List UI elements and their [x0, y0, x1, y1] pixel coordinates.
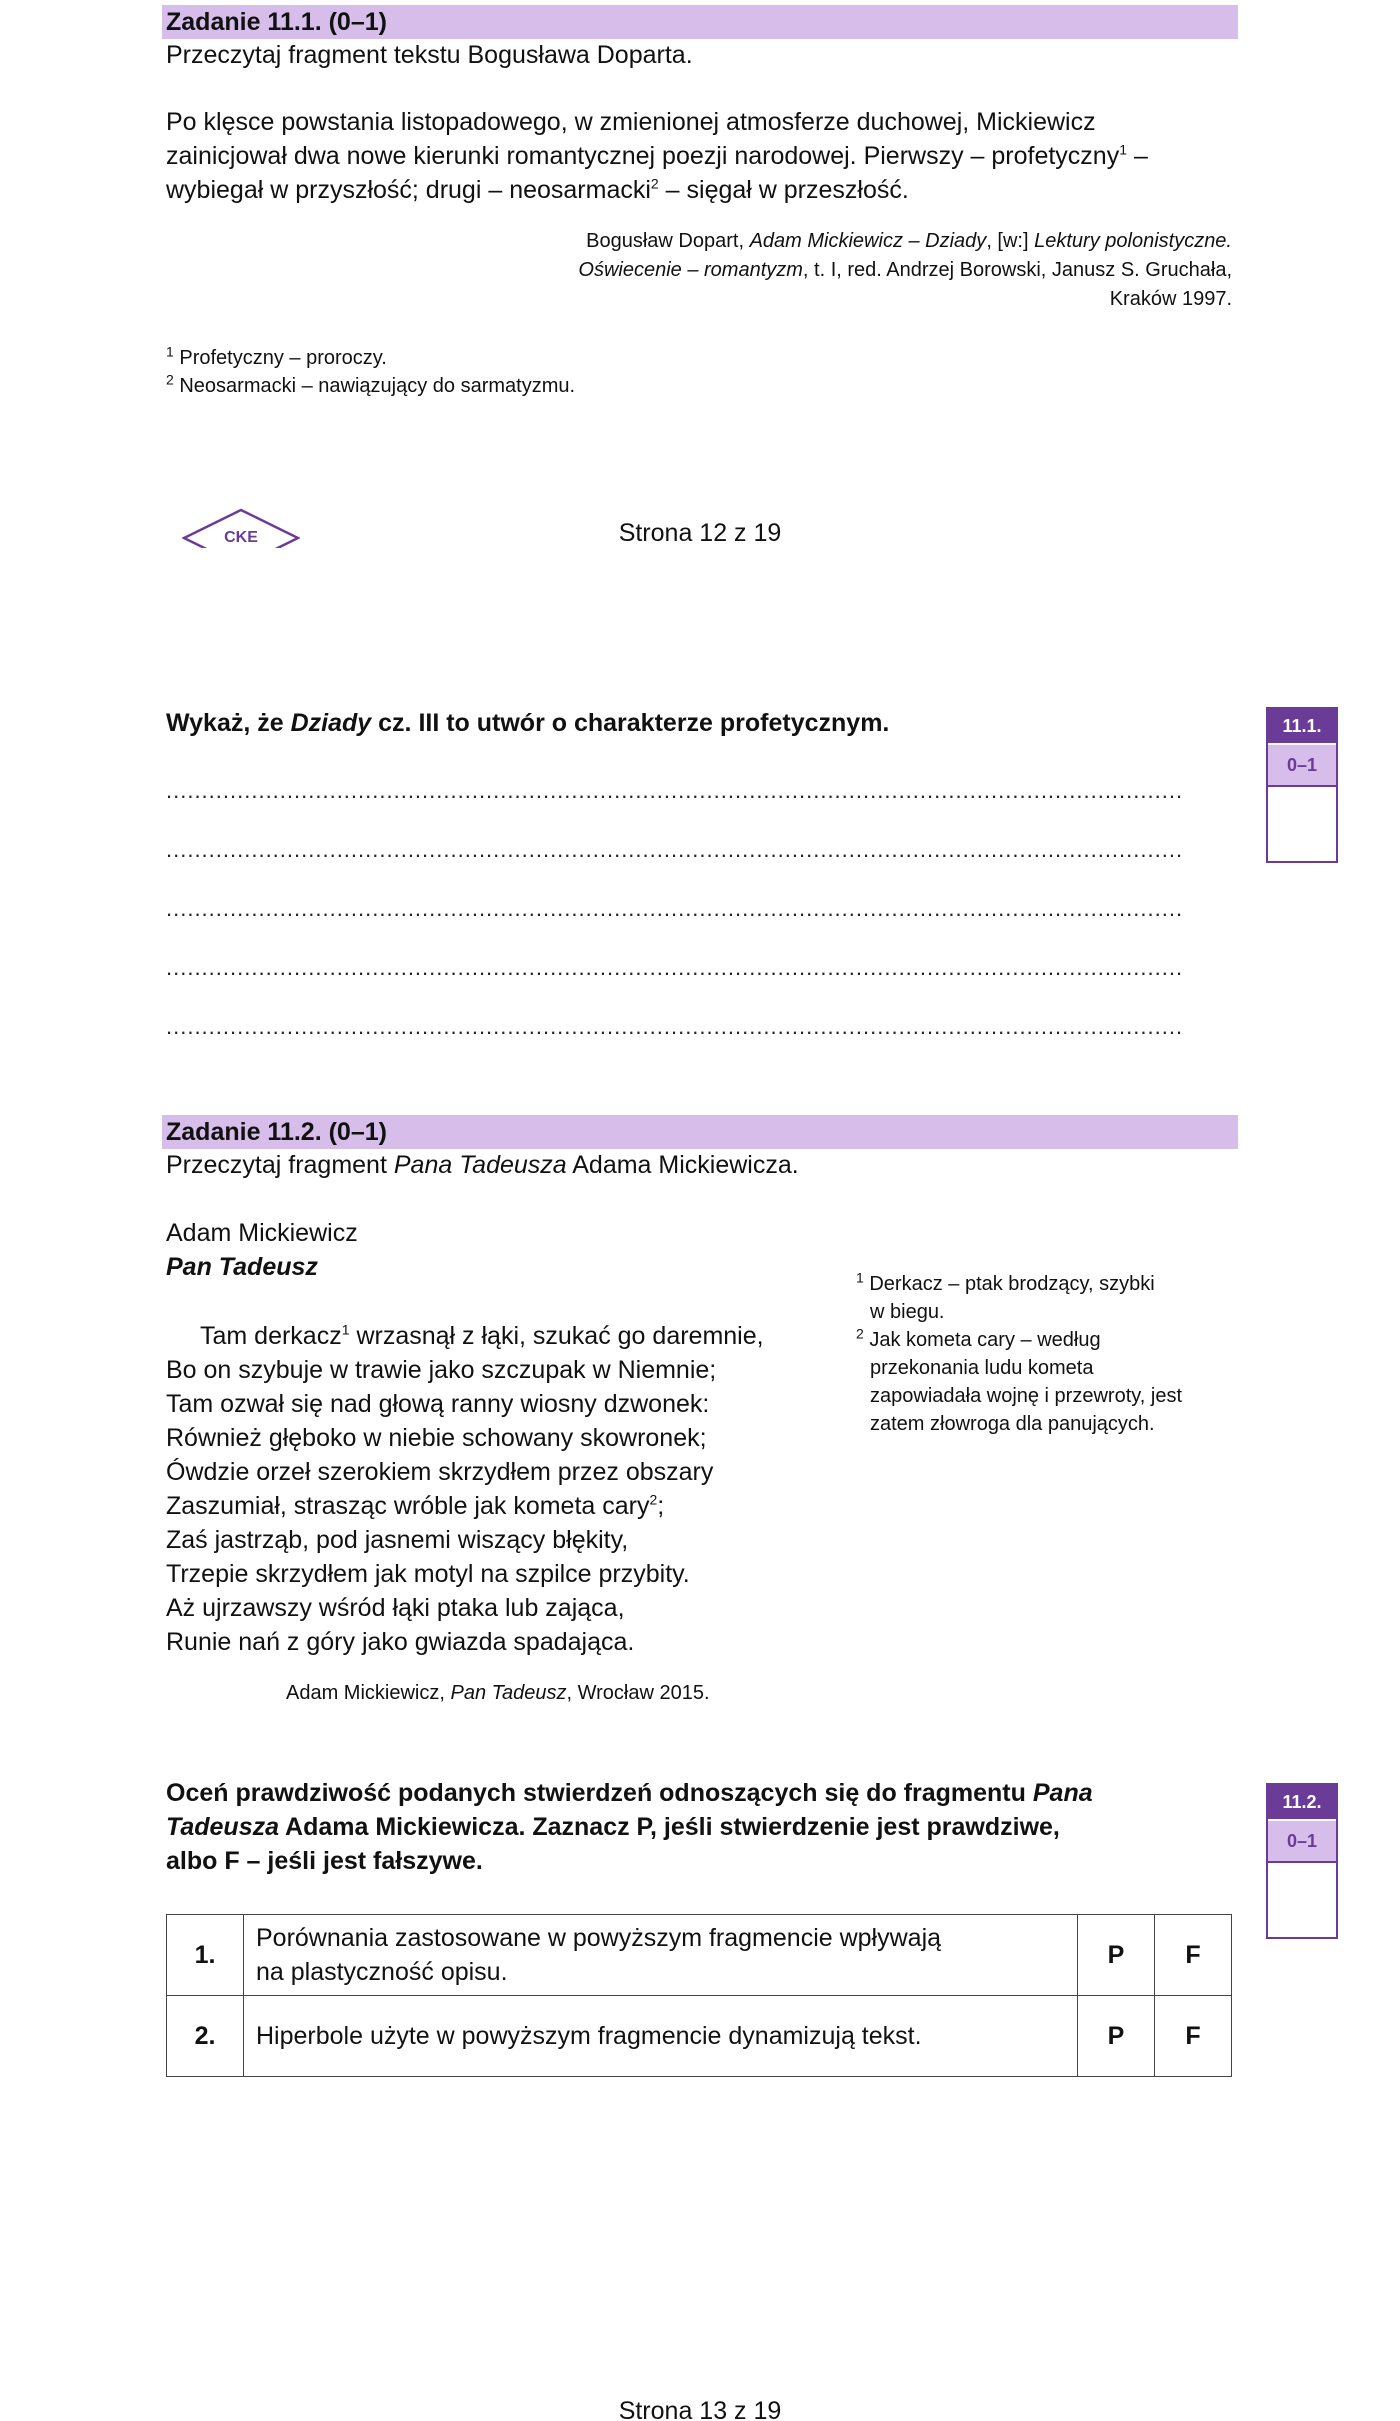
- poem-line: Zaszumiał, strasząc wróble jak kometa cary$^2$;: [166, 1491, 665, 1520]
- poem-text: [166, 1319, 764, 1659]
- footnote-marker: 2: [650, 175, 659, 192]
- answer-p-cell[interactable]: P: [1078, 1996, 1155, 2077]
- poem-line: Aż ujrzawszy wśród łąki ptaka lub zająca,: [166, 1594, 625, 1622]
- footnote: przekonania ludu kometa: [870, 1357, 1094, 1379]
- instruction-text: Przeczytaj fragment tekstu Bogusława Doparta.: [166, 41, 693, 69]
- instruction-text: Przeczytaj fragment Pana Tadeusza Adama Mickiewicza.: [166, 1151, 799, 1179]
- poem-title: Pan Tadeusz: [166, 1253, 318, 1281]
- poem-source: Adam Mickiewicz, Pan Tadeusz, Wrocław 2015.: [286, 1682, 710, 1704]
- score-box-field[interactable]: [1268, 1861, 1336, 1937]
- footnote: $^2$ Jak kometa cary – według: [856, 1325, 1101, 1351]
- answer-line[interactable]: ...............................................................................................................................................: [166, 900, 1184, 920]
- answer-f-cell[interactable]: F: [1155, 1996, 1232, 2077]
- footnote: w biegu.: [870, 1301, 945, 1323]
- answer-p-cell[interactable]: P: [1078, 1915, 1155, 1996]
- page-number: Strona 13 z 19: [618, 2397, 782, 2421]
- table-row: [167, 1996, 1232, 2077]
- task-11-1-header: Zadanie 11.1. (0–1): [162, 5, 1238, 39]
- true-false-table: [166, 1914, 1232, 2077]
- poem-line: Trzepie skrzydłem jak motyl na szpilce przybity.: [166, 1560, 690, 1588]
- task-11-1-prompt: Wykaż, że Dziady cz. III to utwór o charakterze profetycznym.: [166, 709, 890, 737]
- cke-logo: [182, 508, 300, 548]
- row-number: 1.: [167, 1915, 244, 1996]
- footnote: $^1$ Derkacz – ptak brodzący, szybki: [856, 1269, 1155, 1295]
- source-citation: Bogusław Dopart, Adam Mickiewicz – Dziady, [w:] Lektury polonistyczne. Oświecenie – romantyzm, t. I, red. Andrzej Borowski, Janusz S. Gruchała, Kraków 1997.: [578, 230, 1232, 310]
- score-box-11-2: [1266, 1783, 1338, 1939]
- poem-author: Adam Mickiewicz: [166, 1219, 358, 1247]
- score-box-field[interactable]: [1268, 785, 1336, 861]
- answer-line[interactable]: ...............................................................................................................................................: [166, 959, 1184, 979]
- svg-text:CKE: CKE: [224, 529, 258, 546]
- score-box-number: 11.1.: [1268, 709, 1336, 743]
- answer-line[interactable]: ...............................................................................................................................................: [166, 782, 1184, 802]
- table-row: [167, 1915, 1232, 1996]
- passage-line: Po klęsce powstania listopadowego, w zmienionej atmosferze duchowej, Mickiewicz: [166, 108, 1096, 136]
- answer-line[interactable]: ...............................................................................................................................................: [166, 1018, 1184, 1038]
- page-number-clip: [500, 2394, 900, 2421]
- score-box-points: 0–1: [1268, 1819, 1336, 1861]
- footnote: $^1$ Profetyczny – proroczy.: [166, 343, 387, 369]
- poem-line: Tam ozwał się nad głową ranny wiosny dzwonek:: [166, 1390, 710, 1418]
- row-number: 2.: [167, 1996, 244, 2077]
- passage-line: wybiegał w przyszłość; drugi – neosarmacki$^2$ – sięgał w przeszłość.: [166, 175, 909, 204]
- statement-text: Hiperbole użyte w powyższym fragmencie dynamizują tekst.: [244, 1996, 1078, 2077]
- passage-line: zainicjował dwa nowe kierunki romantycznej poezji narodowej. Pierwszy – profetyczny$^1$ –: [166, 141, 1148, 170]
- task-11-2-prompt: Oceń prawdziwość podanych stwierdzeń odnoszących się do fragmentu Pana Tadeusza Adama Mickiewicza. Zaznacz P, jeśli stwierdzenie jest prawdziwe, albo F – jeśli jest fałszywe.: [166, 1779, 1093, 1875]
- poem-footnotes: [856, 1270, 1216, 1438]
- poem-line: Również głęboko w niebie schowany skowronek;: [166, 1424, 707, 1452]
- score-box-number: 11.2.: [1268, 1785, 1336, 1819]
- poem-line: Tam derkacz$^1$ wrzasnął z łąki, szukać go daremnie,: [200, 1321, 764, 1350]
- page-number-clip: [500, 516, 900, 548]
- footnote: $^2$ Neosarmacki – nawiązujący do sarmatyzmu.: [166, 371, 576, 397]
- answer-f-cell[interactable]: F: [1155, 1915, 1232, 1996]
- footnote: zapowiadała wojnę i przewroty, jest: [870, 1385, 1183, 1407]
- poem-line: Runie nań z góry jako gwiazda spadająca.: [166, 1628, 635, 1656]
- task-11-2-header: Zadanie 11.2. (0–1): [162, 1115, 1238, 1149]
- poem-line: Bo on szybuje w trawie jako szczupak w Niemnie;: [166, 1356, 717, 1384]
- footnote: zatem złowroga dla panujących.: [870, 1413, 1155, 1435]
- statement-text: Porównania zastosowane w powyższym fragmencie wpływają na plastyczność opisu.: [244, 1915, 1078, 1996]
- footnotes: [166, 344, 575, 400]
- dopart-passage: [166, 105, 1246, 207]
- poem-line: Ówdzie orzeł szerokiem skrzydłem przez obszary: [166, 1458, 714, 1486]
- score-box-points: 0–1: [1268, 743, 1336, 785]
- answer-line[interactable]: ...............................................................................................................................................: [166, 841, 1184, 861]
- poem-line: Zaś jastrząb, pod jasnemi wiszący błękity,: [166, 1526, 629, 1554]
- page-number: Strona 12 z 19: [618, 519, 782, 547]
- score-box-11-1: [1266, 707, 1338, 863]
- footnote-marker: 1: [1119, 141, 1128, 158]
